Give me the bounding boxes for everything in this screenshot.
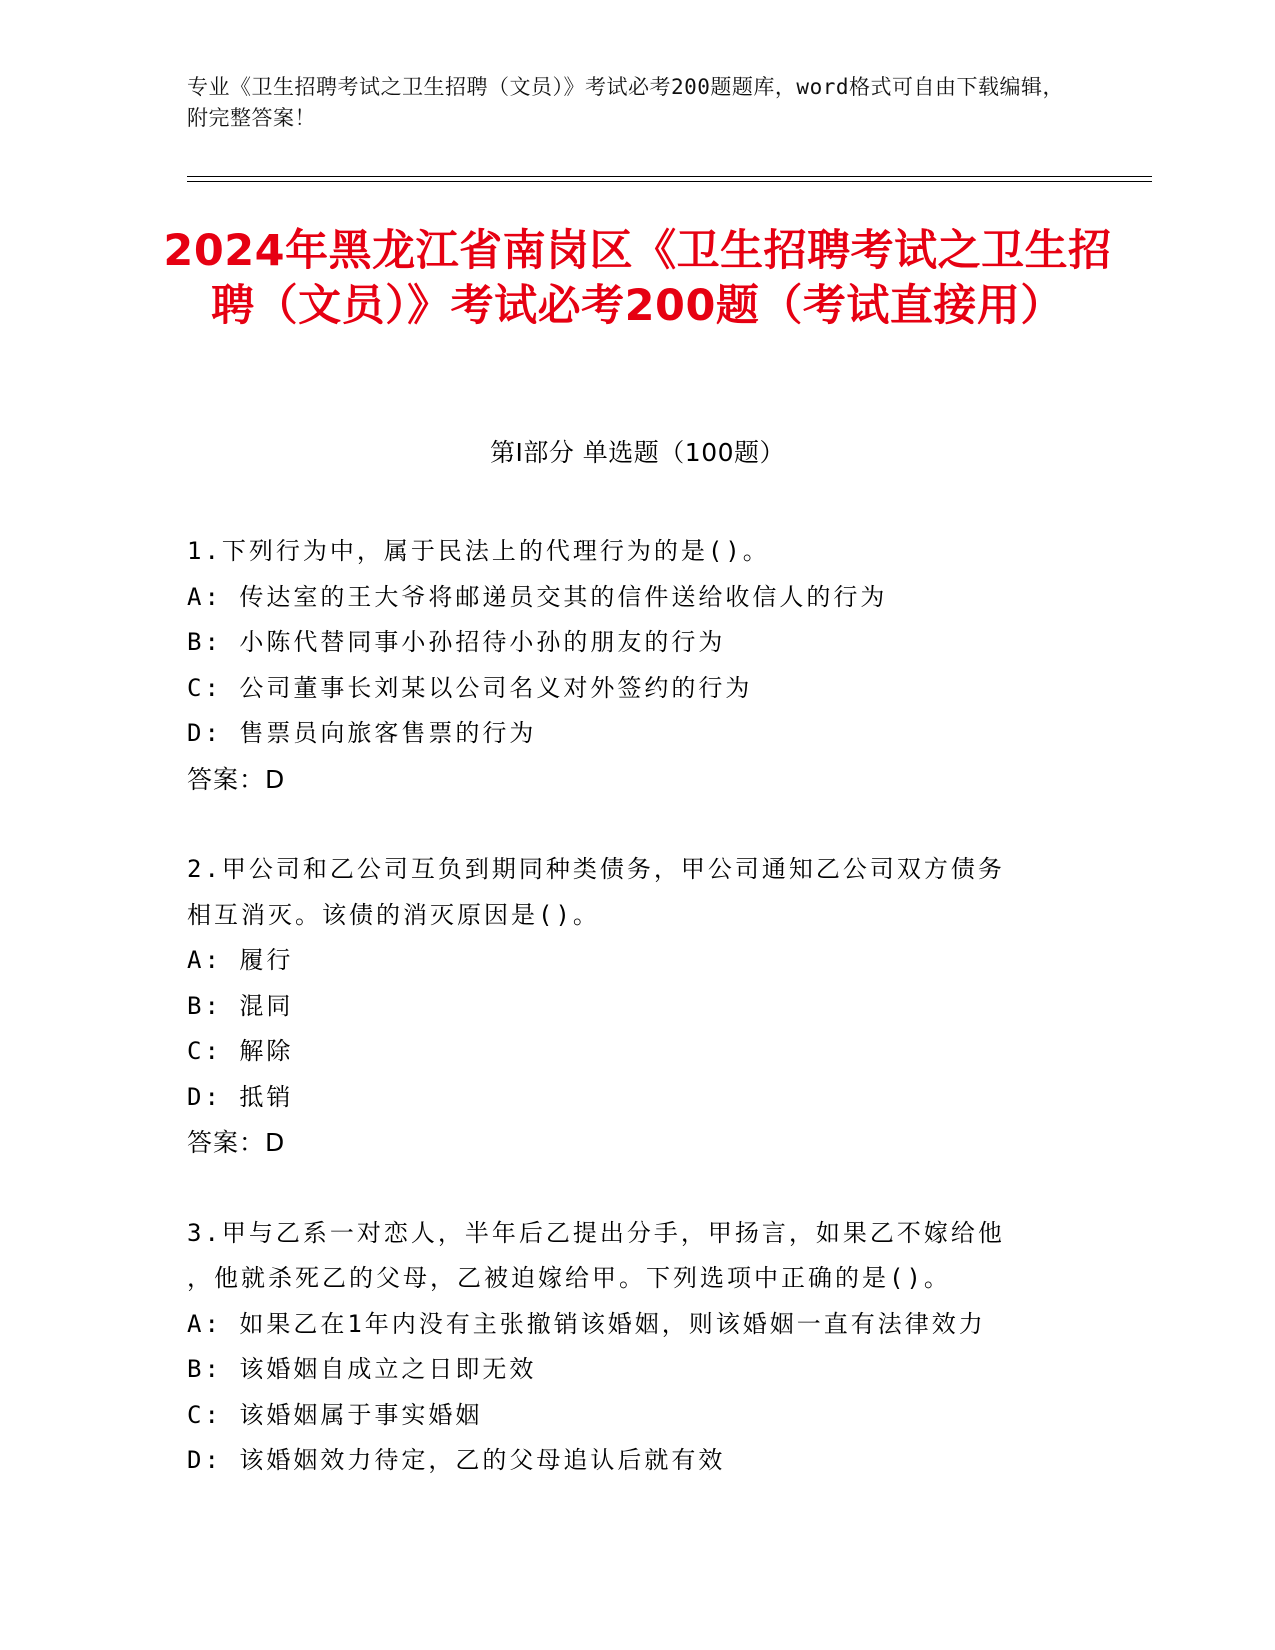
question-stem: 1.下列行为中，属于民法上的代理行为的是()。 [187, 537, 770, 565]
answer: 答案：D [187, 764, 286, 794]
question-list [187, 529, 1087, 1529]
header-note: 专业《卫生招聘考试之卫生招聘（文员）》考试必考200题题库，word格式可自由下载编辑，附完整答案！ [187, 75, 1064, 130]
question-stem-line-2: 相互消灭。该债的消灭原因是()。 [187, 900, 600, 929]
question-stem-line-2: ，他就杀死乙的父母，乙被迫嫁给甲。下列选项中正确的是()。 [187, 1264, 951, 1292]
option-c: C: 该婚姻属于事实婚姻 [187, 1400, 483, 1429]
header-divider-top [187, 176, 1152, 177]
option-c: C: 公司董事长刘某以公司名义对外签约的行为 [187, 673, 753, 702]
option-d: D: 抵销 [187, 1082, 294, 1111]
option-a: A: 履行 [187, 946, 294, 974]
answer: 答案：D [187, 1128, 286, 1157]
header-divider-bottom [187, 181, 1152, 182]
question-stem-line-1: 2.甲公司和乙公司互负到期同种类债务，甲公司通知乙公司双方债务 [187, 855, 1005, 883]
option-c: C: 解除 [187, 1037, 294, 1065]
option-b: B: 该婚姻自成立之日即无效 [187, 1355, 537, 1383]
document-title: 2024年黑龙江省南岗区《卫生招聘考试之卫生招聘（文员）》考试必考200题（考试直接用） [163, 226, 1112, 331]
option-a: A: 传达室的王大爷将邮递员交其的信件送给收信人的行为 [187, 582, 888, 611]
option-a: A: 如果乙在1年内没有主张撤销该婚姻，则该婚姻一直有法律效力 [187, 1309, 986, 1338]
question-2 [187, 847, 1087, 1166]
question-1 [187, 529, 1087, 802]
question-stem-line-1: 3.甲与乙系一对恋人，半年后乙提出分手，甲扬言，如果乙不嫁给他 [187, 1218, 1005, 1247]
section-title: 第Ⅰ部分 单选题（100题） [489, 438, 786, 467]
option-b: B: 小陈代替同事小孙招待小孙的朋友的行为 [187, 628, 726, 656]
option-b: B: 混同 [187, 991, 294, 1020]
option-d: D: 售票员向旅客售票的行为 [187, 719, 537, 747]
question-3 [187, 1211, 1087, 1484]
option-d: D: 该婚姻效力待定，乙的父母追认后就有效 [187, 1446, 726, 1474]
